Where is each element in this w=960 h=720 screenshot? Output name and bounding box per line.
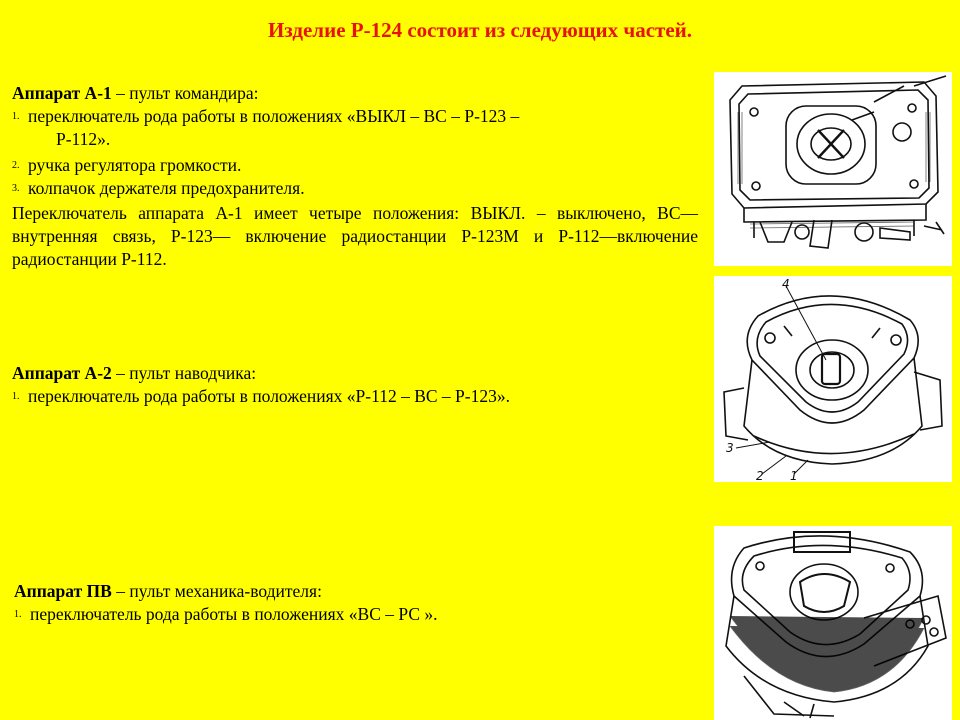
list-item-text: переключатель рода работы в положениях «ВЫКЛ – ВС – Р-123 – <box>28 106 520 126</box>
list-number: 1. <box>12 111 20 122</box>
pv-heading <box>14 580 700 603</box>
pv-section <box>14 580 700 626</box>
figure-label: 3 <box>726 441 734 455</box>
a2-device-drawing <box>714 276 952 482</box>
list-item <box>12 385 698 408</box>
figure-label: 4 <box>782 277 790 291</box>
a1-device-image <box>714 72 952 266</box>
list-item-continuation <box>12 128 698 151</box>
list-item <box>14 603 700 626</box>
a2-desc: – пульт наводчика: <box>111 363 257 383</box>
page-title: Изделие Р-124 состоит из следующих частей. <box>267 18 693 42</box>
a2-device-image <box>714 276 952 482</box>
list-item-text: ручка регулятора громкости. <box>28 155 242 175</box>
list-number: 3. <box>12 183 20 194</box>
a1-name: Аппарат А-1 <box>12 83 112 103</box>
list-item <box>12 105 698 128</box>
pv-name: Аппарат ПВ <box>14 581 112 601</box>
a2-section <box>12 362 698 408</box>
list-item-text: переключатель рода работы в положениях «ВС – РС ». <box>30 604 438 624</box>
figure-label: 2 <box>756 469 764 482</box>
list-number: 1. <box>14 609 22 620</box>
list-item <box>12 177 698 200</box>
a1-heading <box>12 82 698 105</box>
pv-device-drawing <box>714 526 952 720</box>
list-item-text-cont: Р-112». <box>56 129 111 149</box>
figure-label: 1 <box>790 469 798 482</box>
a2-heading <box>12 362 698 385</box>
list-item-text: переключатель рода работы в положениях «Р-112 – ВС – Р-123». <box>28 386 510 406</box>
list-item <box>12 154 698 177</box>
list-number: 1. <box>12 391 20 402</box>
list-item-text: колпачок держателя предохранителя. <box>28 178 305 198</box>
pv-device-image <box>714 526 952 720</box>
a1-device-drawing <box>714 72 952 266</box>
a2-name: Аппарат А-2 <box>12 363 112 383</box>
pv-desc: – пульт механика-водителя: <box>111 581 322 601</box>
a1-paragraph: Переключатель аппарата А-1 имеет четыре положения: ВЫКЛ. – выключено, ВС—внутренняя связь, Р-123— включение радиостанции Р-123М и Р-112—включение радиостанции Р-112. <box>12 203 698 269</box>
a1-section <box>12 82 698 271</box>
a1-desc: – пульт командира: <box>111 83 259 103</box>
list-number: 2. <box>12 160 20 171</box>
